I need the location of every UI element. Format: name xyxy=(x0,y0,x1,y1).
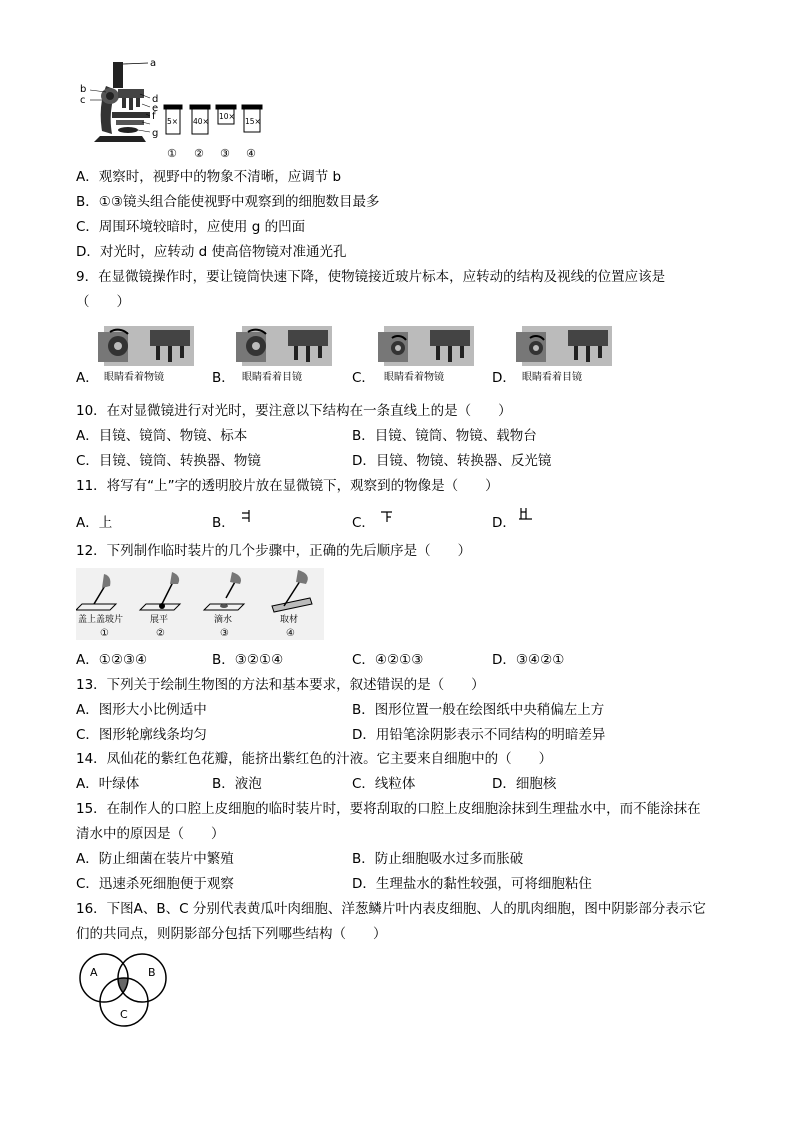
q9-option-a-image xyxy=(98,322,198,384)
step-number: ① xyxy=(100,628,109,639)
q11-option-a-label: A． xyxy=(76,515,99,531)
venn-diagram xyxy=(76,952,176,1028)
q16-stem-line2: 们的共同点，则阴影部分包括下列哪些结构（ ） xyxy=(76,926,387,942)
q12-option-a[interactable]: A．①②③④ xyxy=(76,652,148,668)
q8-option-a[interactable]: A．观察时，视野中的物象不清晰，应调节 b xyxy=(76,169,342,185)
q10-option-d[interactable]: D．目镜、物镜、转换器、反光镜 xyxy=(352,453,552,469)
q11-stem: 11．将写有“上”字的透明胶片放在显微镜下，观察到的物像是（ ） xyxy=(76,478,499,494)
q11-option-a[interactable] xyxy=(76,513,112,533)
q8-option-c[interactable]: C．周围环境较暗时，应使用 g 的凹面 xyxy=(76,219,306,235)
q13-option-a[interactable]: A．图形大小比例适中 xyxy=(76,702,207,718)
q11-option-c-glyph xyxy=(380,510,394,524)
q10-option-c[interactable]: C．目镜、镜筒、转换器、物镜 xyxy=(76,453,261,469)
q11-option-d-label[interactable]: D． xyxy=(492,515,516,531)
q15-stem-line1: 15．在制作人的口腔上皮细胞的临时装片时，要将刮取的口腔上皮细胞涂抹到生理盐水中，而不能涂抹在 xyxy=(76,801,701,817)
venn-label-b: B xyxy=(148,966,156,979)
q11-option-d-glyph xyxy=(518,507,534,523)
q9-caption-d: 眼睛看着目镜 xyxy=(522,372,582,383)
q9-answer-paren: （ ） xyxy=(76,294,130,310)
venn-label-c: C xyxy=(120,1008,128,1021)
lens-number: ④ xyxy=(246,147,256,160)
part-label: g xyxy=(152,128,159,139)
q15-option-b[interactable]: B．防止细胞吸水过多而胀破 xyxy=(352,851,524,867)
q8-option-b[interactable]: B．①③镜头组合能使视野中观察到的细胞数目最多 xyxy=(76,194,380,210)
q9-option-c-label[interactable]: C． xyxy=(352,370,375,386)
q15-stem-line2: 清水中的原因是（ ） xyxy=(76,826,225,842)
step-caption: 滴水 xyxy=(214,615,233,625)
part-label: f xyxy=(152,111,156,122)
q12-option-d[interactable]: D．③④②① xyxy=(492,652,565,668)
q12-option-b[interactable]: B．③②①④ xyxy=(212,652,284,668)
q12-stem: 12．下列制作临时装片的几个步骤中，正确的先后顺序是（ ） xyxy=(76,543,472,559)
lens-number: ① xyxy=(167,147,177,160)
q11-option-a-text: 上 xyxy=(98,515,113,531)
q14-stem: 14．凤仙花的紫红色花瓣，能挤出紫红色的汁液。它主要来自细胞中的（ ） xyxy=(76,751,553,767)
lens-mark: 5× xyxy=(167,117,179,126)
lens-number: ③ xyxy=(220,147,230,160)
step-number: ② xyxy=(156,628,165,639)
q14-option-a[interactable]: A．叶绿体 xyxy=(76,776,140,792)
venn-label-a: A xyxy=(90,966,98,979)
q14-option-b[interactable]: B．液泡 xyxy=(212,776,262,792)
part-label: d xyxy=(152,94,159,105)
q14-option-d[interactable]: D．细胞核 xyxy=(492,776,557,792)
part-label: b xyxy=(80,84,87,95)
lens-number: ② xyxy=(194,147,204,160)
q16-stem-line1: 16．下图A、B、C 分别代表黄瓜叶肉细胞、洋葱鳞片叶内表皮细胞、人的肌肉细胞，图中阴影部分表示它 xyxy=(76,901,706,917)
q14-option-c[interactable]: C．线粒体 xyxy=(352,776,416,792)
q13-option-b[interactable]: B．图形位置一般在绘图纸中央稍偏左上方 xyxy=(352,702,605,718)
q9-caption-b: 眼睛看着目镜 xyxy=(242,372,302,383)
q15-option-d[interactable]: D．生理盐水的黏性较强，可将细胞粘住 xyxy=(352,876,592,892)
q9-stem: 9．在显微镜操作时，要让镜筒快速下降，使物镜接近玻片标本，应转动的结构及视线的位置应该是 xyxy=(76,269,666,285)
q9-caption-a: 眼睛看着物镜 xyxy=(104,372,164,383)
q11-option-b-label[interactable]: B． xyxy=(212,515,235,531)
q9-option-d-image xyxy=(516,322,616,384)
q11-option-c-label[interactable]: C． xyxy=(352,515,375,531)
slide-steps-figure xyxy=(76,568,324,640)
lens-mark: 10× xyxy=(219,112,235,121)
part-label: a xyxy=(150,58,157,69)
q13-option-c[interactable]: C．图形轮廓线条均匀 xyxy=(76,727,207,743)
q9-option-b-label[interactable]: B． xyxy=(212,370,235,386)
q10-stem: 10．在对显微镜进行对光时，要注意以下结构在一条直线上的是（ ） xyxy=(76,403,512,419)
step-caption: 展平 xyxy=(150,615,169,625)
q9-option-c-image xyxy=(378,322,478,384)
q13-stem: 13．下列关于绘制生物图的方法和基本要求，叙述错误的是（ ） xyxy=(76,677,485,693)
q9-option-b-image xyxy=(236,322,336,384)
q9-caption-c: 眼睛看着物镜 xyxy=(384,372,444,383)
q11-option-b-glyph xyxy=(240,510,254,524)
q9-option-a-label[interactable]: A． xyxy=(76,370,99,386)
q8-option-d[interactable]: D．对光时，应转动 d 使高倍物镜对准通光孔 xyxy=(76,244,347,260)
q10-option-a[interactable]: A．目镜、镜筒、物镜、标本 xyxy=(76,428,248,444)
step-number: ③ xyxy=(220,628,229,639)
part-label: c xyxy=(80,95,86,106)
q12-option-c[interactable]: C．④②①③ xyxy=(352,652,424,668)
step-caption: 取材 xyxy=(280,615,299,625)
q15-option-a[interactable]: A．防止细菌在装片中繁殖 xyxy=(76,851,234,867)
q15-option-c[interactable]: C．迅速杀死细胞便于观察 xyxy=(76,876,234,892)
q9-option-d-label[interactable]: D． xyxy=(492,370,516,386)
step-number: ④ xyxy=(286,628,295,639)
lens-mark: 40× xyxy=(193,117,209,126)
q10-option-b[interactable]: B．目镜、镜筒、物镜、载物台 xyxy=(352,428,537,444)
part-label: e xyxy=(152,103,159,114)
lens-mark: 15× xyxy=(245,117,261,126)
q13-option-d[interactable]: D．用铅笔涂阴影表示不同结构的明暗差异 xyxy=(352,727,606,743)
step-caption: 盖上盖玻片 xyxy=(78,615,124,625)
microscope-figure xyxy=(76,56,276,162)
